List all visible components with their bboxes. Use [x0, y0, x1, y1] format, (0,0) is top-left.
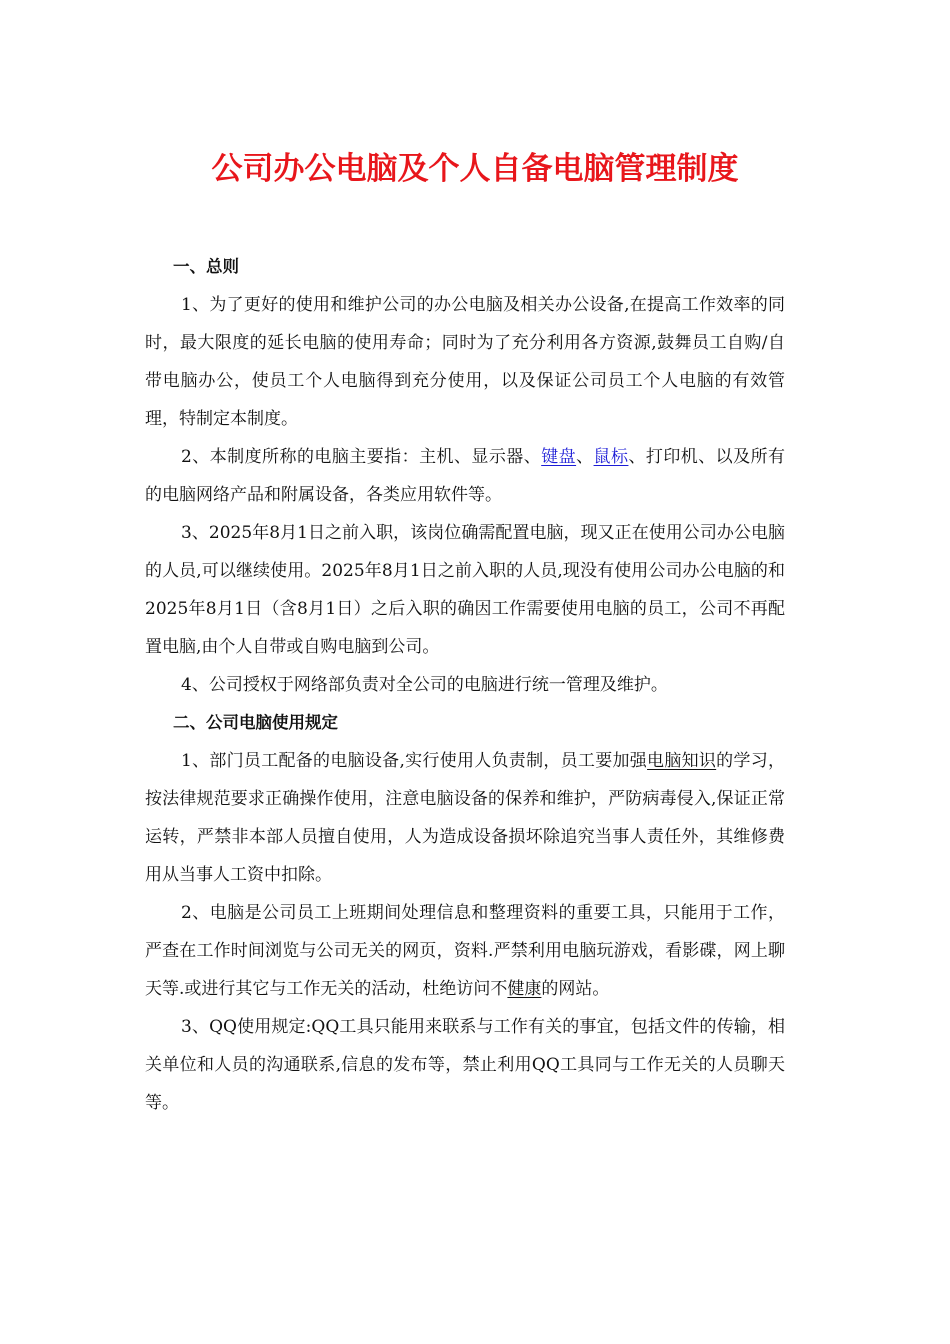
- paragraph-text: 2、本制度所称的电脑主要指：主机、显示器、: [181, 447, 542, 467]
- paragraph-general-4: 4、公司授权于网络部负责对全公司的电脑进行统一管理及维护。: [181, 675, 668, 695]
- paragraph-text: 、: [576, 447, 594, 467]
- paragraph-text: 、打印机、以及所有的电脑网络产品和附属设备，各类应用软件等。: [145, 447, 786, 505]
- paragraph-text: 的学习，按法律规范要求正确操作使用，注意电脑设备的保养和维护，严防病毒侵入,保证正常运转，严禁非本部人员擅自使用，人为造成设备损坏除追究当事人责任外，其维修费用从当事人工资中扣除。: [145, 751, 786, 885]
- section-heading-usage-rules: 二、公司电脑使用规定: [173, 713, 338, 732]
- keyboard-link[interactable]: 键盘: [541, 447, 577, 467]
- document-title: 公司办公电脑及个人自备电脑管理制度: [211, 151, 739, 187]
- paragraph-text: 1、部门员工配备的电脑设备,实行使用人负责制，员工要加强: [181, 751, 648, 771]
- paragraph-general-2: [145, 438, 785, 514]
- mouse-link[interactable]: 鼠标: [593, 447, 629, 467]
- document-body: [145, 248, 785, 1122]
- section-heading-general: 一、总则: [173, 257, 239, 276]
- paragraph-general-1: 1、为了更好的使用和维护公司的办公电脑及相关办公设备,在提高工作效率的同时，最大限度的延长电脑的使用寿命；同时为了充分利用各方资源,鼓舞员工自购/自带电脑办公，使员工个人电脑得到充分使用，以及保证公司员工个人电脑的有效管理，特制定本制度。: [145, 295, 785, 429]
- paragraph-text: 2、电脑是公司员工上班期间处理信息和整理资料的重要工具，只能用于工作，严查在工作时间浏览与公司无关的网页，资料.严禁利用电脑玩游戏，看影碟，网上聊天等.或进行其它与工作无关的活动，杜绝访问不: [145, 903, 785, 999]
- paragraph-usage-1: [145, 742, 785, 894]
- paragraph-usage-3: 3、QQ使用规定:QQ工具只能用来联系与工作有关的事宜，包括文件的传输，相关单位和人员的沟通联系,信息的发布等，禁止利用QQ工具同与工作无关的人员聊天等。: [145, 1017, 785, 1113]
- health-underlined-text: 健康: [507, 979, 542, 999]
- paragraph-text: 的网站。: [541, 979, 610, 999]
- computer-knowledge-underlined-text: 电脑知识: [647, 751, 717, 771]
- paragraph-usage-2: [145, 894, 785, 1008]
- paragraph-general-3: 3、2025年8月1日之前入职，该岗位确需配置电脑，现又正在使用公司办公电脑的人员,可以继续使用。2025年8月1日之前入职的人员,现没有使用公司办公电脑的和2025年8月1日（含8月1日）之后入职的确因工作需要使用电脑的员工，公司不再配置电脑,由个人自带或自购电脑到公司。: [145, 523, 785, 657]
